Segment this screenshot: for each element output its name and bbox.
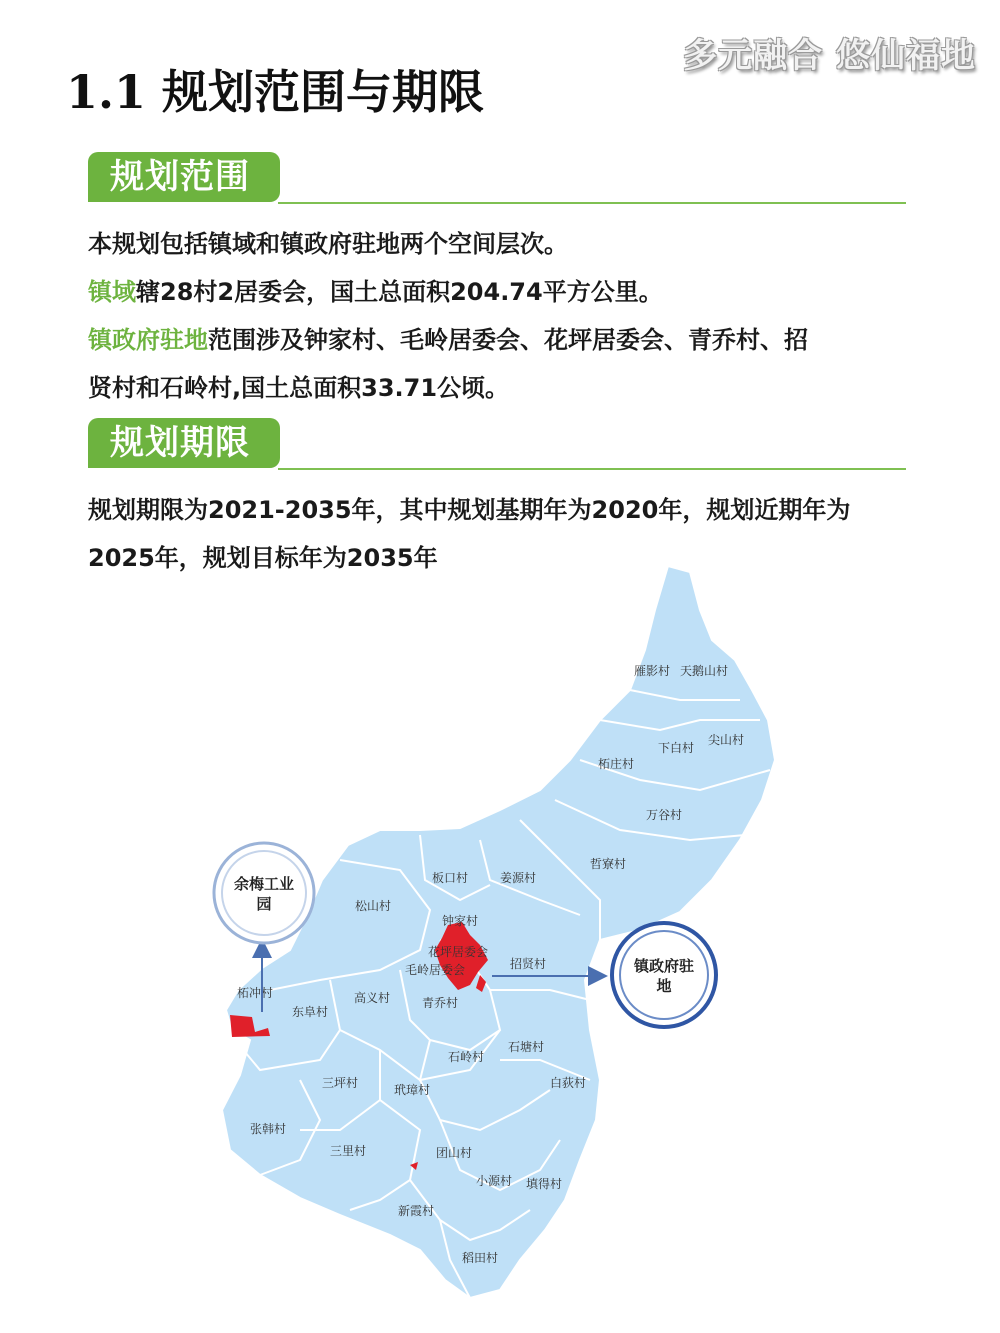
callout-industrial-park bbox=[214, 843, 314, 943]
highlight-term: 镇政府驻地 bbox=[88, 326, 208, 354]
village-label: 三里村 bbox=[330, 1144, 367, 1158]
callout-government-seat bbox=[612, 923, 716, 1027]
scope-line-4: 贤村和石岭村,国土总面积33.71公顷。 bbox=[88, 374, 510, 402]
section-tab-period: 规划期限 bbox=[88, 418, 280, 468]
page-title: 1.1 规划范围与期限 bbox=[66, 65, 485, 119]
village-label: 稻田村 bbox=[462, 1251, 499, 1265]
village-label: 雁影村 bbox=[634, 664, 671, 678]
highlight-term: 镇域 bbox=[88, 278, 136, 306]
village-label: 哲寮村 bbox=[590, 857, 627, 871]
village-label: 小源村 bbox=[476, 1174, 513, 1188]
village-label: 团山村 bbox=[436, 1146, 473, 1160]
village-label: 填得村 bbox=[526, 1177, 563, 1191]
period-line-1: 规划期限为2021-2035年，其中规划基期年为2020年，规划近期年为 bbox=[88, 496, 851, 524]
section-divider bbox=[278, 202, 906, 204]
section-header-scope bbox=[88, 152, 906, 206]
callout-text: 地 bbox=[656, 977, 672, 995]
village-label: 东阜村 bbox=[292, 1005, 329, 1019]
scope-line-2-text: 辖28村2居委会，国土总面积204.74平方公里。 bbox=[136, 278, 663, 306]
scope-line-1: 本规划包括镇域和镇政府驻地两个空间层次。 bbox=[88, 230, 568, 258]
map-svg bbox=[200, 560, 1000, 1320]
callout-text: 余梅工业 bbox=[233, 875, 295, 893]
slogan-watermark: 多元融合 悠仙福地 bbox=[683, 36, 976, 76]
callout-text: 园 bbox=[256, 895, 272, 913]
village-label: 石塘村 bbox=[508, 1040, 545, 1054]
village-label: 毛岭居委会 bbox=[405, 963, 466, 977]
village-label: 张韩村 bbox=[250, 1122, 287, 1136]
callout-text: 镇政府驻 bbox=[633, 957, 695, 975]
scope-line-3 bbox=[88, 316, 906, 364]
section-header-period bbox=[88, 418, 906, 472]
scope-line-3-text: 范围涉及钟家村、毛岭居委会、花坪居委会、青乔村、招 bbox=[208, 326, 808, 354]
village-label: 石岭村 bbox=[448, 1050, 485, 1064]
village-label: 招贤村 bbox=[510, 957, 547, 971]
village-label: 姜源村 bbox=[500, 871, 537, 885]
village-label: 尖山村 bbox=[708, 733, 745, 747]
village-label: 万谷村 bbox=[646, 808, 683, 822]
village-label: 钟家村 bbox=[442, 914, 479, 928]
section-tab-scope: 规划范围 bbox=[88, 152, 280, 202]
village-label: 新霞村 bbox=[398, 1204, 435, 1218]
village-label: 青乔村 bbox=[422, 996, 459, 1010]
period-line-2: 2025年，规划目标年为2035年 bbox=[88, 544, 438, 572]
village-label: 天鹅山村 bbox=[680, 664, 729, 678]
village-label: 柘庄村 bbox=[598, 757, 635, 771]
township-map bbox=[200, 560, 1000, 1320]
section-divider bbox=[278, 468, 906, 470]
village-label: 花坪居委会 bbox=[428, 945, 489, 959]
village-label: 高义村 bbox=[354, 991, 391, 1005]
scope-line-2 bbox=[88, 268, 906, 316]
village-label: 白荻村 bbox=[550, 1076, 587, 1090]
village-label: 板口村 bbox=[432, 871, 469, 885]
village-label: 柘冲村 bbox=[237, 986, 274, 1000]
village-label: 玳璋村 bbox=[394, 1083, 431, 1097]
village-label: 松山村 bbox=[355, 899, 392, 913]
village-label: 下白村 bbox=[658, 741, 695, 755]
village-label: 三坪村 bbox=[322, 1076, 359, 1090]
